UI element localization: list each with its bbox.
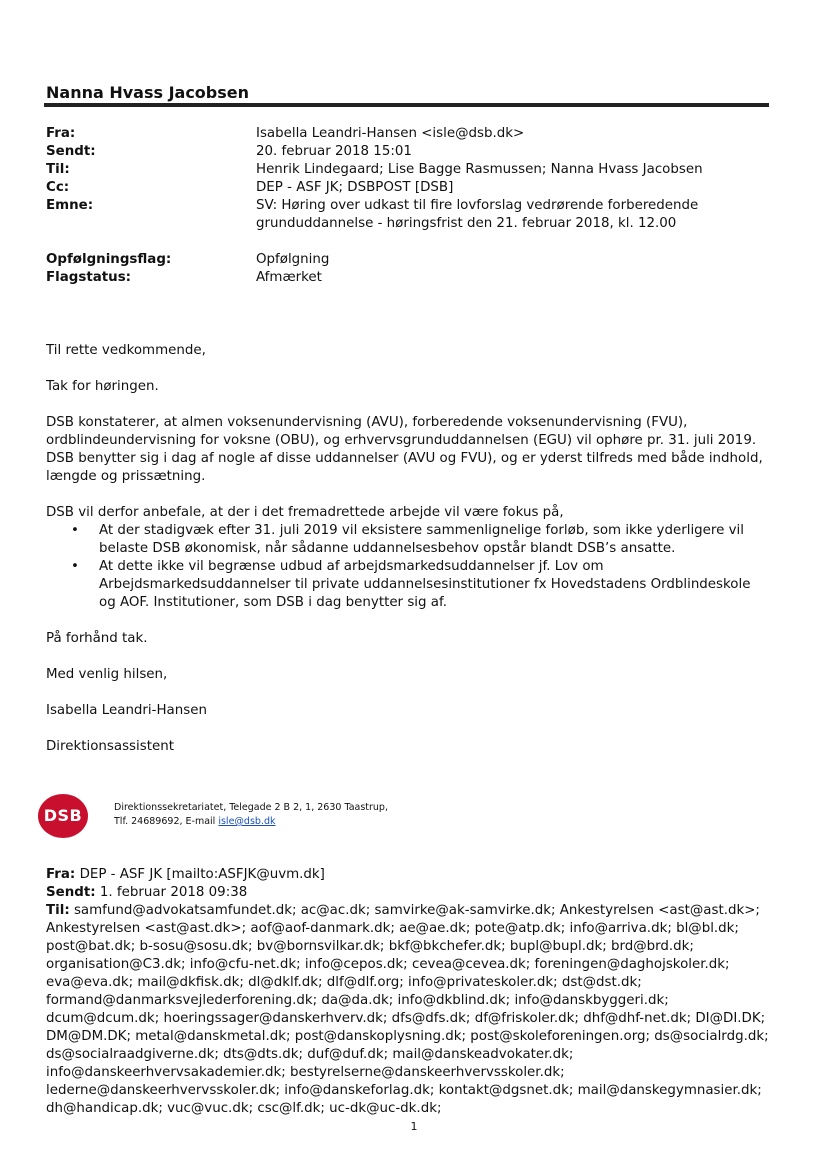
from-row — [46, 125, 776, 143]
bullet-list — [46, 522, 771, 612]
header-gap — [46, 233, 776, 251]
to-value: Henrik Lindegaard; Lise Bagge Rasmussen; Nanna Hvass Jacobsen — [256, 162, 703, 177]
paragraph-2: DSB vil derfor anbefale, at der i det fremadrettede arbejde vil være fokus på, — [46, 505, 564, 520]
dsb-logo-icon: DSB — [38, 794, 88, 838]
fwd-to-value: samfund@advokatsamfundet.dk; ac@ac.dk; samvirke@ak-samvirke.dk; Ankestyrelsen <ast@ast.dk>; Ankestyrelsen <ast@ast.dk>; aof@aof-danmark.dk; ae@ae.dk; pote@atp.dk; info@arriva.dk; bl@bl.dk; post@bat.dk; b-sosu@sosu.dk; bv@bornsvilkar.dk; bkf@bkchefer.dk; bupl@bupl.dk; brd@brd.dk; organisation@C3.dk; info@cfu-net.dk; info@cepos.dk; cevea@cevea.dk; foreningen@daghojskoler.dk; eva@eva.dk; mail@dkfisk.dk; dl@dklf.dk; dlf@dlf.org; info@privateskoler.dk; dst@dst.dk; formand@danmarksvejlederforening.dk; da@da.dk; info@dkblind.dk; info@danskbyggeri.dk; dcum@dcum.dk; hoeringssager@danskerhverv.dk; dfs@dfs.dk; df@friskoler.dk; dhf@dhf-net.dk; DI@DI.DK; DM@DM.DK; metal@danskmetal.dk; post@danskoplysning.dk; post@skoleforeningen.org; ds@socialrdg.dk; ds@socialraadgiverne.dk; dts@dts.dk; duf@duf.dk; mail@danskeadvokater.dk; info@danskeerhvervsakademier.dk; bestyrelserne@danskeerhvervsskoler.dk; lederne@danskeerhvervsskoler.dk; info@danskeforlag.dk; kontakt@dgsnet.dk; mail@danskegymnasier.dk; dh@handicap.dk; vuc@vuc.dk; csc@lf.dk; uc-dk@uc-dk.dk; — [46, 903, 769, 1116]
from-label: Fra: — [46, 126, 76, 141]
sender-name: Nanna Hvass Jacobsen — [46, 83, 250, 102]
to-label: Til: — [46, 162, 70, 177]
flag-value: Opfølgning — [256, 252, 330, 267]
header-rule — [44, 103, 769, 107]
email-header — [46, 125, 776, 287]
flag-row — [46, 251, 776, 269]
greeting: Til rette vedkommende, — [46, 343, 206, 358]
bullet-text: At dette ikke vil begrænse udbud af arbejdsmarkedsuddannelser jf. Lov om Arbejdsmarkedsuddannelser til private uddannelsesinstitutioner fx Hovedstadens Ordblindeskole og AOF. Institutioner, som DSB i dag benytter sig af. — [99, 559, 751, 610]
fwd-sent-value: 1. februar 2018 09:38 — [99, 885, 248, 900]
flag-label: Opfølgningsflag: — [46, 252, 172, 267]
fwd-to-label: Til: — [46, 903, 70, 918]
page-number: 1 — [410, 1120, 418, 1133]
signature-address: Direktionssekretariatet, Telegade 2 B 2, 1, 2630 Taastrup, — [114, 802, 388, 813]
sent-row — [46, 143, 776, 161]
cc-row — [46, 179, 776, 197]
signature-address-block — [114, 801, 388, 829]
subject-label: Emne: — [46, 198, 94, 213]
fwd-sent-row — [46, 884, 776, 902]
subject-row — [46, 197, 776, 233]
cc-value: DEP - ASF JK; DSBPOST [DSB] — [256, 180, 454, 195]
bullet-text: At der stadigvæk efter 31. juli 2019 vil eksistere sammenlignelige forløb, som ikke yderligere vil belaste DSB økonomisk, når sådanne uddannelsesbehov opstår blandt DSB’s ansatte. — [99, 523, 744, 556]
sent-label: Sendt: — [46, 144, 96, 159]
signature-title: Direktionsassistent — [46, 739, 174, 754]
signature-phone: Tlf. 24689692, E-mail — [114, 816, 219, 827]
cc-label: Cc: — [46, 180, 70, 195]
email-body — [46, 342, 771, 774]
list-item — [71, 558, 771, 612]
list-item — [71, 522, 771, 558]
fwd-to-row — [46, 902, 776, 1118]
from-value: Isabella Leandri-Hansen <isle@dsb.dk> — [256, 126, 525, 141]
signature-email-link[interactable]: isle@dsb.dk — [218, 816, 276, 827]
bullet-icon: • — [71, 559, 79, 574]
status-label: Flagstatus: — [46, 270, 132, 285]
fwd-from-row — [46, 866, 776, 884]
subject-line-2: grunduddannelse - høringsfrist den 21. februar 2018, kl. 12.00 — [256, 216, 677, 231]
closing-regards: Med venlig hilsen, — [46, 667, 168, 682]
fwd-from-label: Fra: — [46, 867, 76, 882]
signature-name: Isabella Leandri-Hansen — [46, 703, 207, 718]
signature-contact — [114, 815, 388, 829]
sent-value: 20. februar 2018 15:01 — [256, 144, 412, 159]
thanks: Tak for høringen. — [46, 379, 159, 394]
fwd-sent-label: Sendt: — [46, 885, 96, 900]
to-row — [46, 161, 776, 179]
subject-line-1: SV: Høring over udkast til fire lovforslag vedrørende forberedende — [256, 198, 699, 213]
status-row — [46, 269, 776, 287]
status-value: Afmærket — [256, 270, 322, 285]
subject-value — [256, 197, 776, 233]
fwd-from-value: DEP - ASF JK [mailto:ASFJK@uvm.dk] — [79, 867, 325, 882]
bullet-icon: • — [71, 523, 79, 538]
closing-thanks: På forhånd tak. — [46, 631, 148, 646]
paragraph-1: DSB konstaterer, at almen voksenundervisning (AVU), forberedende voksenundervisning (FVU), ordblindeundervisning for voksne (OBU), og erhvervsgrunduddannelsen (EGU) vil ophøre pr. 31. juli 2019. DSB benytter sig i dag af nogle af disse uddannelser (AVU og FVU), og er yderst tilfreds med både indhold, længde og prissætning. — [46, 415, 763, 484]
forwarded-header — [46, 866, 776, 1118]
